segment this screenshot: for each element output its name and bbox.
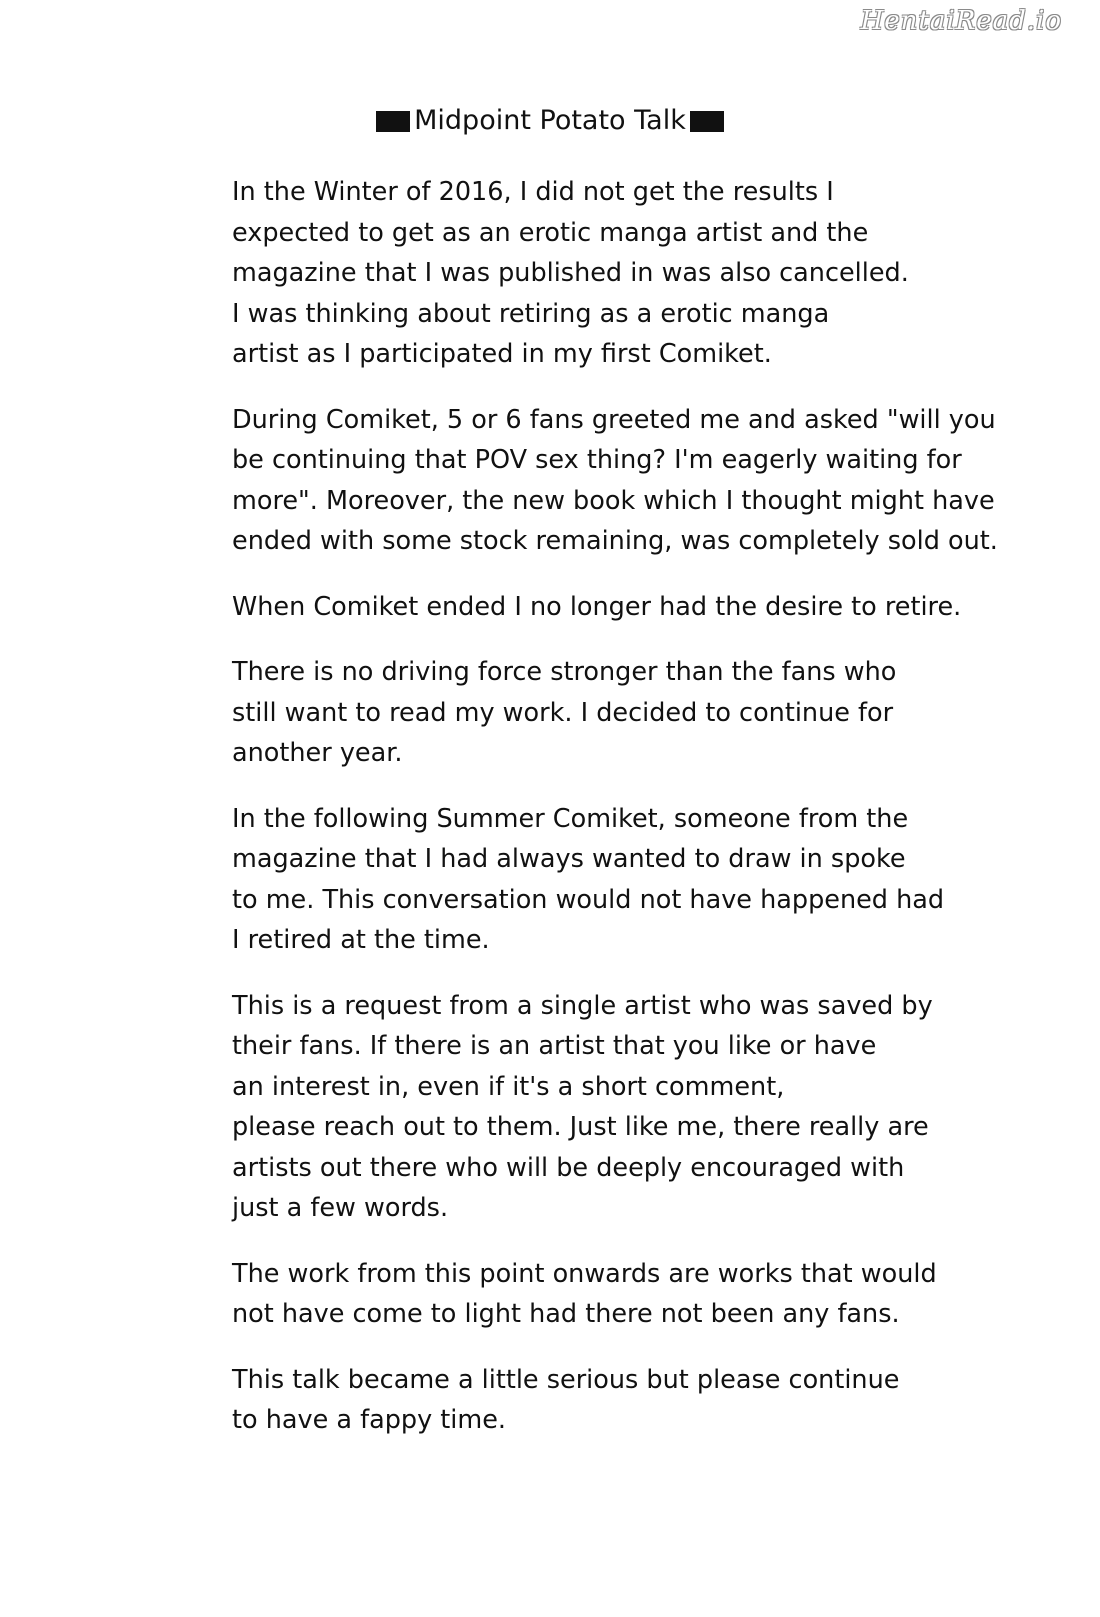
paragraph-4 — [232, 652, 1002, 774]
text-line: magazine that I was published in was also cancelled. — [232, 258, 909, 288]
text-line: just a few words. — [232, 1193, 449, 1223]
afterword-body — [232, 172, 1002, 1466]
text-line: more". Moreover, the new book which I thought might have — [232, 485, 995, 516]
text-line: their fans. If there is an artist that you like or have — [232, 1031, 877, 1061]
paragraph-3 — [232, 587, 1002, 628]
text-line: to me. This conversation would not have happened had — [232, 884, 945, 915]
paragraph-8 — [232, 1360, 1002, 1441]
text-line: another year. — [232, 738, 403, 768]
text-line: expected to get as an erotic manga artist and the — [232, 217, 869, 248]
page-title: Midpoint Potato Talk — [414, 105, 686, 136]
watermark-logo: HentaiRead.io — [860, 6, 1062, 36]
text-line: During Comiket, 5 or 6 fans greeted me and asked "will you — [232, 404, 996, 435]
text-line: please reach out to them. Just like me, there really are — [232, 1112, 929, 1142]
text-line: be continuing that POV sex thing? I'm eagerly waiting for — [232, 445, 962, 475]
paragraph-7 — [232, 1254, 1002, 1335]
text-line: This talk became a little serious but please continue — [232, 1364, 900, 1395]
text-line: When Comiket ended I no longer had the desire to retire. — [232, 591, 962, 622]
text-line: an interest in, even if it's a short comment, — [232, 1071, 785, 1102]
page-title-row — [0, 104, 1100, 138]
text-line: artists out there who will be deeply encouraged with — [232, 1152, 905, 1183]
text-line: to have a fappy time. — [232, 1405, 507, 1435]
text-line: In the Winter of 2016, I did not get the results I — [232, 177, 834, 207]
text-line: In the following Summer Comiket, someone from the — [232, 803, 909, 834]
text-line: magazine that I had always wanted to draw in spoke — [232, 844, 906, 874]
text-line: There is no driving force stronger than the fans who — [232, 657, 897, 687]
text-line: I was thinking about retiring as a erotic manga — [232, 298, 830, 329]
title-right-block — [690, 111, 724, 132]
text-line: still want to read my work. I decided to continue for — [232, 697, 894, 728]
paragraph-2 — [232, 400, 1002, 562]
paragraph-5 — [232, 799, 1002, 961]
title-left-block — [376, 111, 410, 132]
paragraph-1 — [232, 172, 1002, 375]
text-line: artist as I participated in my first Comiket. — [232, 339, 772, 369]
paragraph-6 — [232, 986, 1002, 1229]
text-line: The work from this point onwards are works that would — [232, 1258, 937, 1289]
text-line: I retired at the time. — [232, 925, 490, 955]
text-line: not have come to light had there not been any fans. — [232, 1299, 900, 1329]
text-line: ended with some stock remaining, was completely sold out. — [232, 526, 998, 556]
text-line: This is a request from a single artist who was saved by — [232, 990, 933, 1021]
